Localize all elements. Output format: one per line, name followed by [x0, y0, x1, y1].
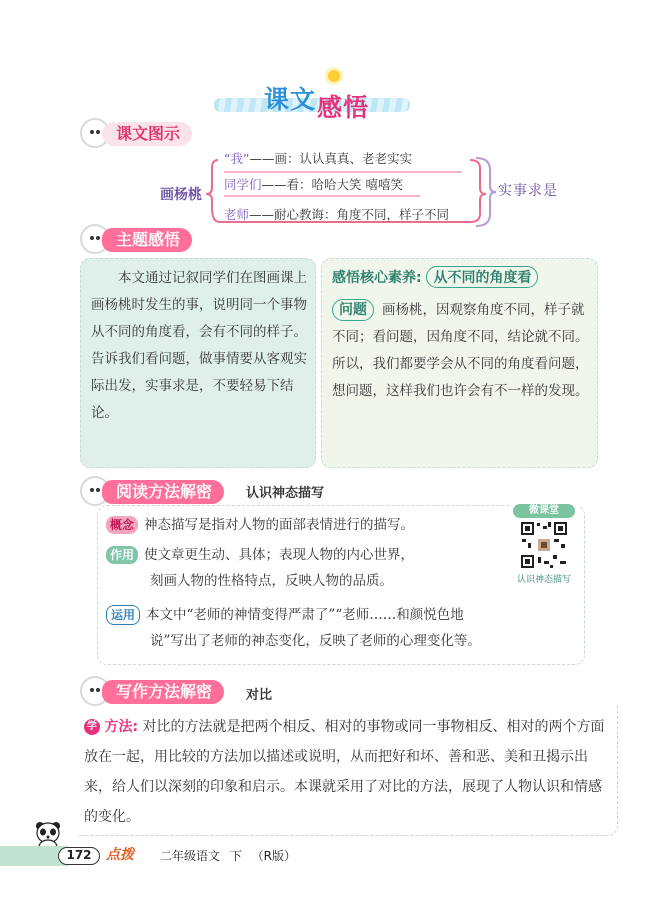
theme-core-text: 画杨桃，因观察角度不同，样子就不同；看问题，因角度不同，结论就不同。所以，我们都要学会从不同的角度看问题，想问题，这样我们也许会有不一样的发现。 [332, 302, 589, 399]
sun-icon [328, 70, 340, 82]
core-label [332, 266, 538, 288]
footer-brand: 点拨 [106, 847, 134, 863]
qr-caption: 认识神态描写 [516, 575, 571, 585]
reading-text: 刻画人物的性格特点，反映人物的品质。 [150, 573, 393, 589]
tag-function: 作用 [106, 546, 138, 564]
theme-core-box [321, 258, 598, 468]
theme-summary-box [80, 258, 316, 468]
theme-core [332, 297, 594, 405]
tag-concept: 概念 [106, 516, 138, 534]
method-text: 对比的方法就是把两个相反、相对的事物或同一事物相反、相对的两个方面放在一起，用比较的方法加以描述或说明，从而把好和坏、善和恶、美和丑揭示出来，给人们以深刻的印象和启示。本课就采用了对比的方法，展现了人物认识和情感的变化。 [84, 719, 605, 825]
footer [0, 846, 330, 866]
diagram-line-me [224, 149, 412, 167]
page-number: 172 [58, 847, 100, 865]
diagram-who: “我” [224, 151, 250, 166]
section-title-reading: 阅读方法解密 [102, 480, 224, 504]
method-label: 方法: [104, 719, 139, 735]
diagram-who: 老师 [224, 207, 250, 222]
qr-code-icon[interactable] [520, 521, 568, 569]
qr-title: 微课堂 [513, 504, 575, 518]
section-subtitle-reading: 认识神态描写 [246, 486, 325, 501]
theme-summary-text: 本文通过记叙同学们在图画课上画杨桃时发生的事，说明同一个事物从不同的角度看，会有不同的样子。告诉我们看问题，做事情要从客观实际出发，实事求是，不要轻易下结论。 [91, 270, 307, 421]
theme-summary [91, 265, 311, 427]
diagram-line-classmates [224, 175, 403, 193]
core-label-text: 感悟核心素养: [332, 270, 422, 286]
writing-text [84, 712, 614, 832]
reading-text: 说”写出了老师的神态变化，反映了老师的心理变化等。 [150, 633, 481, 649]
reading-row-usage [106, 602, 464, 628]
qr-card[interactable] [509, 502, 579, 588]
section-title-illustration: 课文图示 [102, 122, 192, 146]
reading-row-function [106, 542, 414, 568]
core-topic-pill-2: 问题 [332, 299, 374, 321]
reading-text: 神态描写是指对人物的面部表情进行的描写。 [144, 517, 415, 533]
diagram-desc: ——耐心教诲：角度不同，样子不同 [249, 207, 450, 222]
theme-panel [80, 258, 598, 468]
diagram-desc: ——画：认认真真、老老实实 [249, 151, 412, 166]
diagram-center: 画杨桃 [160, 187, 202, 203]
section-subtitle-writing: 对比 [246, 688, 273, 703]
title-part1: 课文 [264, 85, 317, 114]
reading-row-concept [106, 512, 414, 538]
reading-text: 本文中“老师的神情变得严肃了”“老师……和颜悦色地 [146, 607, 464, 623]
page-title [214, 74, 414, 124]
section-title-theme: 主题感悟 [102, 228, 192, 252]
diagram-who: 同学们 [224, 177, 262, 192]
title-part2: 感悟 [317, 93, 370, 122]
reading-row-usage-cont [150, 628, 481, 654]
diagram-result: 实事求是 [498, 183, 558, 199]
tag-usage: 运用 [106, 605, 140, 625]
footer-book-title: 二年级语文 下 （R版） [160, 849, 296, 863]
study-badge-icon: 学 [84, 719, 100, 735]
section-title-writing: 写作方法解密 [102, 680, 224, 704]
reading-text: 使文章更生动、具体；表现人物的内心世界， [144, 547, 415, 563]
diagram-line-teacher [224, 205, 449, 223]
diagram-desc: ——看：哈哈大笑 嘻嘻笑 [261, 177, 403, 192]
core-topic-pill: 从不同的角度看 [426, 266, 538, 288]
reading-row-function-cont [150, 568, 393, 594]
